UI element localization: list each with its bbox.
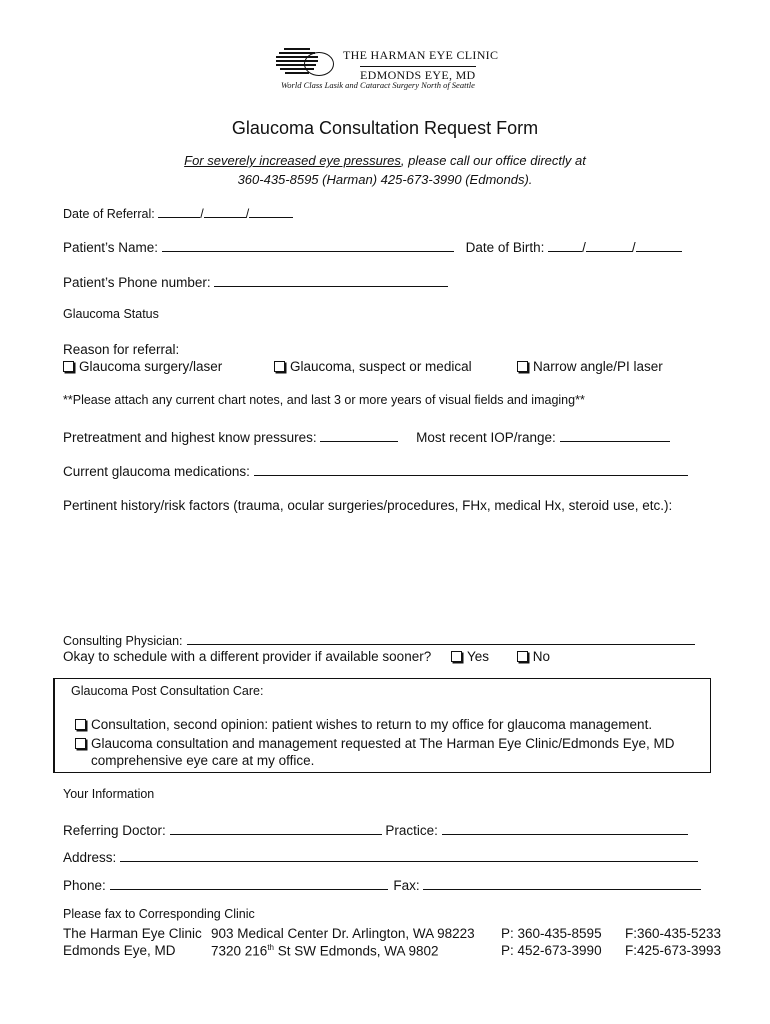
phone-fax-row [63,876,701,893]
referring-doctor-field[interactable] [170,821,382,835]
reason-option-3-label: Narrow angle/PI laser [533,359,663,374]
reason-option-3[interactable] [517,359,663,374]
urgent-notice-underlined: For severely increased eye pressures [184,153,401,168]
schedule-question-row [63,649,550,664]
date-of-referral-row [63,204,293,221]
referral-day-field[interactable] [204,204,246,218]
history-field[interactable] [63,535,703,625]
fax-instructions: Please fax to Corresponding Clinic [63,907,255,921]
attach-note: **Please attach any current chart notes, and last 3 or more years of visual fields and imaging** [63,393,585,407]
clinic-2-name: Edmonds Eye, MD [63,943,176,958]
clinic-2-phone: P: 452-673-3990 [501,943,602,958]
pressures-row [63,428,670,445]
practice-label: Practice: [385,823,438,838]
pretreatment-field[interactable] [320,428,398,442]
consulting-physician-row [63,631,695,650]
medications-field[interactable] [254,462,688,476]
fax-field[interactable] [423,876,701,890]
glaucoma-status-heading: Glaucoma Status [63,307,159,321]
address-field[interactable] [120,848,698,862]
referring-doctor-row [63,821,688,838]
dob-year-field[interactable] [636,238,682,252]
address-label: Address: [63,850,117,865]
pretreatment-label: Pretreatment and highest know pressures: [63,430,317,445]
dob-month-field[interactable] [548,238,582,252]
logo-eye-icon [304,52,334,76]
urgent-phones: 360-435-8595 (Harman) 425-673-3990 (Edmonds). [237,172,533,187]
phone-field[interactable] [110,876,388,890]
checkbox-icon[interactable] [274,361,285,372]
reason-option-1[interactable] [63,359,222,374]
practice-field[interactable] [442,821,688,835]
post-care-heading: Glaucoma Post Consultation Care: [71,684,264,698]
checkbox-icon[interactable] [517,651,528,662]
date-separator: / [245,207,250,221]
patient-name-row [63,238,682,255]
checkbox-icon[interactable] [75,738,86,749]
clinic-2-address-rest: St SW Edmonds, WA 9802 [273,943,439,959]
patient-phone-row [63,273,448,290]
consulting-physician-label: Consulting Physician: [63,634,183,648]
urgent-notice [0,151,770,189]
date-separator: / [200,207,204,221]
date-of-referral-label: Date of Referral: [63,207,155,221]
history-label: Pertinent history/risk factors (trauma, ocular surgeries/procedures, FHx, medical Hx, steroid use, etc.): [63,498,673,513]
checkbox-icon[interactable] [451,651,462,662]
clinic-1-address: 903 Medical Center Dr. Arlington, WA 98223 [211,926,475,941]
checkbox-icon[interactable] [75,719,86,730]
no-option[interactable] [517,649,550,664]
clinic-1-fax: F:360-435-5233 [625,926,722,941]
fax-label: Fax: [393,878,420,893]
yes-option[interactable] [451,649,489,664]
recent-iop-field[interactable] [560,428,670,442]
page-title: Glaucoma Consultation Request Form [231,118,539,138]
your-information-heading: Your Information [63,787,155,801]
address-row [63,848,698,865]
reason-option-2-label: Glaucoma, suspect or medical [290,359,472,374]
patient-phone-field[interactable] [214,273,448,287]
post-care-option-2[interactable] [75,735,675,769]
clinic-name-2: EDMONDS EYE, MD [360,68,476,82]
tagline: World Class Lasik and Cataract Surgery North of Seattle [281,80,475,90]
clinic-2-fax: F:425-673-3993 [625,943,722,958]
post-care-box [53,678,711,773]
patient-name-field[interactable] [162,238,454,252]
post-care-option-1[interactable] [75,717,652,732]
clinic-2-address-street-number: 7320 216 [211,943,268,959]
clinic-2-address [211,943,439,959]
medications-row [63,462,688,479]
medications-label: Current glaucoma medications: [63,464,250,479]
phone-label: Phone: [63,878,106,893]
checkbox-icon[interactable] [517,361,528,372]
post-care-option-2-continued: comprehensive eye care at my office. [91,753,315,768]
patient-name-label: Patient’s Name: [63,240,159,255]
reason-option-1-label: Glaucoma surgery/laser [79,359,223,374]
post-care-option-1-label: Consultation, second opinion: patient wishes to return to my office for glaucoma management. [91,717,653,732]
reason-option-2[interactable] [274,359,472,374]
referring-doctor-label: Referring Doctor: [63,823,166,838]
no-label: No [532,649,551,664]
reason-for-referral-label: Reason for referral: [63,342,180,357]
clinic-1-phone: P: 360-435-8595 [501,926,602,941]
yes-label: Yes [466,649,490,664]
clinic-name-1: THE HARMAN EYE CLINIC [343,48,499,62]
dob-day-field[interactable] [586,238,632,252]
consulting-physician-field[interactable] [187,631,695,645]
patient-phone-label: Patient’s Phone number: [63,275,211,290]
recent-iop-label: Most recent IOP/range: [416,430,556,445]
referral-year-field[interactable] [249,204,293,218]
post-care-option-2-label: Glaucoma consultation and management requested at The Harman Eye Clinic/Edmonds Eye, MD [91,736,675,751]
schedule-question: Okay to schedule with a different provider if available sooner? [63,649,432,664]
checkbox-icon[interactable] [63,361,74,372]
referral-month-field[interactable] [158,204,200,218]
date-separator: / [631,240,636,255]
urgent-notice-rest: , please call our office directly at [400,153,586,168]
date-separator: / [582,240,586,255]
date-of-birth-label: Date of Birth: [465,240,545,255]
clinic-logo [276,46,336,80]
clinic-2-address-ordinal: th [267,943,274,952]
clinic-1-name: The Harman Eye Clinic [63,926,202,941]
